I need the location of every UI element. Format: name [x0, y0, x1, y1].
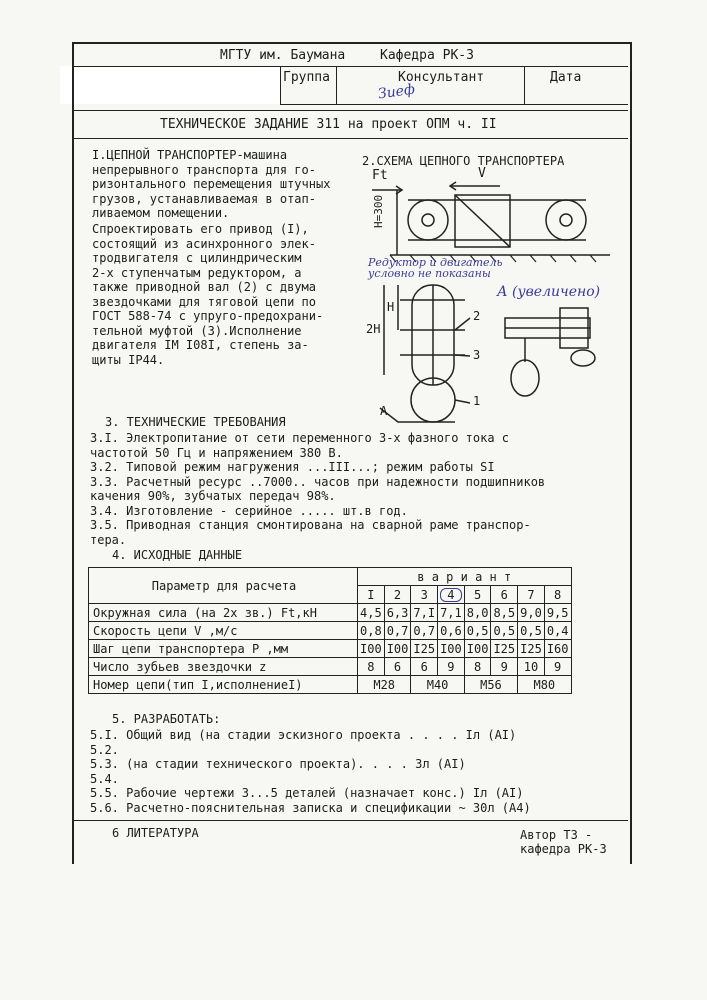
develop-line: 5.3. (на стадии технического проекта). . . . 3л (AI) — [90, 757, 466, 771]
req-line: 3.4. Изготовление - серийное ..... шт.в год. — [90, 503, 408, 518]
section6-title: 6 ЛИТЕРАТУРА — [112, 826, 199, 840]
cell: 0,5 — [491, 622, 518, 640]
parameters-table — [88, 567, 572, 694]
task-line: тродвигателя с цилиндрическим — [92, 251, 302, 265]
variant-num: 7 — [518, 586, 545, 604]
cell: 8 — [464, 658, 491, 676]
institution: МГТУ им. Баумана — [220, 48, 346, 63]
section5-title: 5. РАЗРАБОТАТЬ: — [112, 712, 221, 726]
variant-header: в а р и а н т — [358, 568, 572, 586]
label-2: 2 — [473, 309, 481, 323]
cell: 0,5 — [464, 622, 491, 640]
req-line: 3.I. Электропитание от сети переменного 3-х фазного тока с — [90, 431, 510, 445]
label-1: 1 — [473, 394, 481, 408]
task-line: щиты IP44. — [92, 352, 165, 367]
cell: 0,5 — [518, 622, 545, 640]
cell: М56 — [464, 676, 517, 694]
section3-body — [90, 431, 545, 547]
section5-body — [90, 728, 531, 815]
cell: I25 — [491, 640, 518, 658]
consultant-label: Консультант — [398, 70, 485, 85]
table-row — [89, 658, 572, 676]
section6-divider — [72, 820, 628, 821]
cell: 8,5 — [491, 604, 518, 622]
sprocket-right-hub — [560, 214, 572, 226]
cell: 4,5 — [358, 604, 385, 622]
cargo-diagonal — [455, 195, 510, 247]
cell: 9,0 — [518, 604, 545, 622]
note-line: условно не показаны — [368, 267, 491, 280]
section1-line: непрерывного транспорта для го- — [92, 162, 316, 177]
develop-line: 5.6. Расчетно-пояснительная записка и спецификации ~ 30л (А4) — [90, 800, 531, 815]
author-line: кафедра РК-3 — [520, 842, 607, 856]
task-line: также приводной вал (2) с двума — [92, 280, 316, 294]
req-line: частотой 50 Гц и напряжением 380 В. — [90, 445, 343, 460]
leader-line — [455, 355, 470, 356]
req-line: 3.2. Типовой режим нагружения ...III...; режим работы SI — [90, 460, 495, 474]
task-line: звездочками для тяговой цепи по — [92, 294, 316, 309]
label-h300: H=300 — [372, 194, 385, 228]
sprocket-right — [546, 200, 586, 240]
req-line: качения 90%, зубчатых передач 98%. — [90, 489, 336, 503]
cell: М40 — [411, 676, 464, 694]
cell: М80 — [518, 676, 571, 694]
hatch — [510, 255, 516, 262]
cell: 9,5 — [544, 604, 571, 622]
section4-title: 4. ИСХОДНЫЕ ДАННЫЕ — [112, 548, 243, 562]
req-line: 3.5. Приводная станция смонтирована на сварной раме транспор- — [90, 518, 531, 532]
note-line: Редуктор и двигатель — [368, 256, 503, 269]
cell: 9 — [544, 658, 571, 676]
row-label: Шаг цепи транспортера P ,мм — [89, 640, 358, 658]
cell: 6 — [411, 658, 438, 676]
develop-line: 5.I. Общий вид (на стадии эскизного проекта . . . . Iл (AI) — [90, 728, 517, 742]
section1-line: ризонтального перемещения штучных — [92, 177, 331, 191]
table-row — [89, 640, 572, 658]
table-header-row — [89, 568, 572, 586]
cell: I25 — [518, 640, 545, 658]
row-label: Номер цепи(тип I,исполнениеI) — [89, 676, 358, 694]
cell: 8 — [358, 658, 385, 676]
section1-line: I.ЦЕПНОЙ ТРАНСПОРТЕР-машина — [92, 148, 288, 162]
hatch — [570, 255, 576, 262]
variant-num: 2 — [384, 586, 411, 604]
variant-num: 6 — [491, 586, 518, 604]
scheme-note — [368, 257, 503, 279]
develop-line: 5.2. — [90, 742, 119, 757]
hatch — [530, 255, 536, 262]
chain-number-row — [89, 676, 572, 694]
date-label: Дата — [550, 70, 582, 85]
cell: I60 — [544, 640, 571, 658]
task-line: Спроектировать его привод (I), — [92, 222, 309, 236]
param-header: Параметр для расчета — [89, 568, 358, 604]
cell: I00 — [464, 640, 491, 658]
row-label: Скорость цепи V ,м/с — [89, 622, 358, 640]
cell: 7,I — [411, 604, 438, 622]
cell: 6,3 — [384, 604, 411, 622]
variant-num: I — [358, 586, 385, 604]
cell: I25 — [411, 640, 438, 658]
consultant-signature: Зиеф — [377, 81, 416, 103]
req-line: тера. — [90, 532, 127, 547]
cell: I00 — [438, 640, 465, 658]
cell: 0,7 — [411, 622, 438, 640]
hatch — [590, 255, 596, 262]
variant-num: 5 — [464, 586, 491, 604]
label-ft: Ft — [372, 168, 388, 183]
variant-num: 4 — [438, 586, 465, 604]
section1-line: грузов, устанавливаемая в отап- — [92, 191, 316, 206]
task-line: двигателя IM I08I, степень за- — [92, 338, 309, 352]
label-h: H — [387, 300, 395, 314]
task-line: тельной муфтой (3).Исполнение — [92, 323, 302, 338]
cell: 6 — [384, 658, 411, 676]
develop-line: 5.4. — [90, 771, 119, 786]
table-row — [89, 622, 572, 640]
zoom-roller — [511, 360, 539, 396]
document-title: ТЕХНИЧЕСКОЕ ЗАДАНИЕ 311 на проект ОПМ ч. II — [160, 117, 497, 132]
label-a-zoom: А (увеличено) — [497, 284, 601, 300]
task-line: состоящий из асинхронного элек- — [92, 236, 316, 251]
section2-title: 2.СХЕМА ЦЕПНОГО ТРАНСПОРТЕРА — [362, 154, 565, 168]
hatch — [550, 255, 556, 262]
table-row — [89, 604, 572, 622]
author-block — [520, 828, 607, 856]
cell: 0,6 — [438, 622, 465, 640]
row-label: Окружная сила (на 2х зв.) Ft,кН — [89, 604, 358, 622]
cell: 0,8 — [358, 622, 385, 640]
variant-num: 3 — [411, 586, 438, 604]
cell: М28 — [358, 676, 411, 694]
label-3: 3 — [473, 348, 481, 362]
department: Кафедра РК-3 — [380, 48, 474, 63]
task-line: 2-х ступенчатым редуктором, а — [92, 265, 302, 280]
leader-line — [455, 400, 470, 403]
cell: 9 — [491, 658, 518, 676]
label-a: А — [380, 404, 388, 418]
author-line: Автор ТЗ - — [520, 828, 593, 842]
group-label: Группа — [283, 70, 330, 85]
sprocket-left — [408, 200, 448, 240]
task-line: ГОСТ 588-74 с упруго-предохрани- — [92, 309, 324, 323]
label-2h: 2H — [366, 322, 381, 336]
section1-line: ливаемом помещении. — [92, 206, 230, 220]
develop-line: 5.5. Рабочие чертежи 3...5 деталей (назначает конс.) Iл (AI) — [90, 786, 524, 800]
leader-line — [455, 318, 470, 330]
cell: 0,7 — [384, 622, 411, 640]
req-line: 3.3. Расчетный ресурс ..7000.. часов при надежности подшипников — [90, 474, 546, 489]
cell: 9 — [438, 658, 465, 676]
zoom-spring — [571, 350, 595, 366]
row-label: Число зубьев звездочки z — [89, 658, 358, 676]
cell: 10 — [518, 658, 545, 676]
section3-title: 3. ТЕХНИЧЕСКИЕ ТРЕБОВАНИЯ — [105, 415, 286, 429]
cell: 8,0 — [464, 604, 491, 622]
cell: 7,1 — [438, 604, 465, 622]
cell: 0,4 — [544, 622, 571, 640]
cell: I00 — [384, 640, 411, 658]
label-v: V — [478, 166, 486, 181]
cell: I00 — [358, 640, 385, 658]
variant-num: 8 — [544, 586, 571, 604]
sprocket-left-hub — [422, 214, 434, 226]
